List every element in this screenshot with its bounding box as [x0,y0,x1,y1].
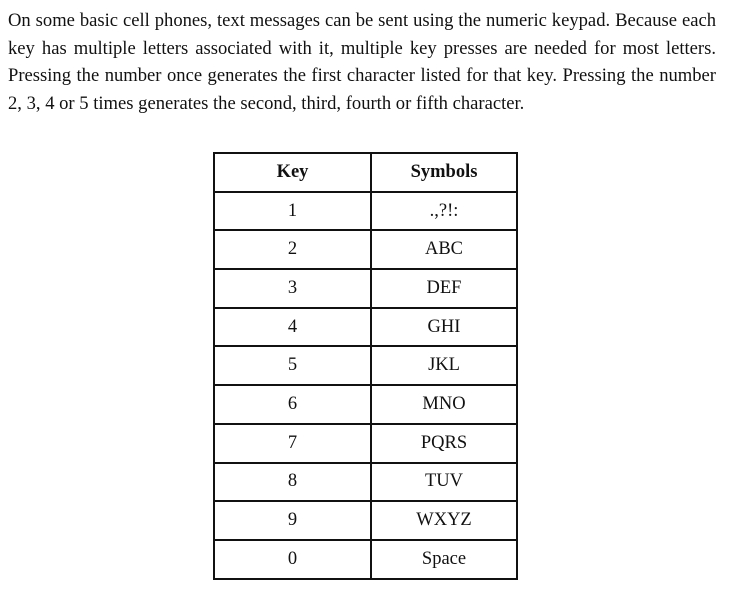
intro-paragraph: On some basic cell phones, text messages can be sent using the numeric keypad. Because each key has multiple letters associated with it, multiple key presses are needed for most letters. Pressing the number once generates the first character listed for that key. Pressing the number 2, 3, 4 or 5 times generates the second, third, fourth or fifth character. [8,10,716,114]
keypad-table [213,152,518,580]
symbols-cell: GHI [371,308,517,347]
table-row [214,230,517,269]
symbols-cell: MNO [371,385,517,424]
key-cell: 4 [214,308,371,347]
symbols-cell: PQRS [371,424,517,463]
key-column-header: Key [214,153,371,192]
symbols-cell: JKL [371,346,517,385]
table-row [214,463,517,502]
key-cell: 3 [214,269,371,308]
symbols-cell: TUV [371,463,517,502]
key-cell: 6 [214,385,371,424]
symbols-cell: WXYZ [371,501,517,540]
table-header-row [214,153,517,192]
key-cell: 1 [214,192,371,231]
table-row [214,192,517,231]
key-cell: 7 [214,424,371,463]
symbols-cell: DEF [371,269,517,308]
symbols-cell: Space [371,540,517,579]
key-cell: 9 [214,501,371,540]
table-row [214,269,517,308]
symbols-column-header: Symbols [371,153,517,192]
table-row [214,501,517,540]
key-cell: 5 [214,346,371,385]
key-cell: 8 [214,463,371,502]
key-cell: 0 [214,540,371,579]
table-row [214,346,517,385]
table-row [214,385,517,424]
key-cell: 2 [214,230,371,269]
table-row [214,424,517,463]
table-row [214,308,517,347]
table-row [214,540,517,579]
symbols-cell: .,?!: [371,192,517,231]
symbols-cell: ABC [371,230,517,269]
